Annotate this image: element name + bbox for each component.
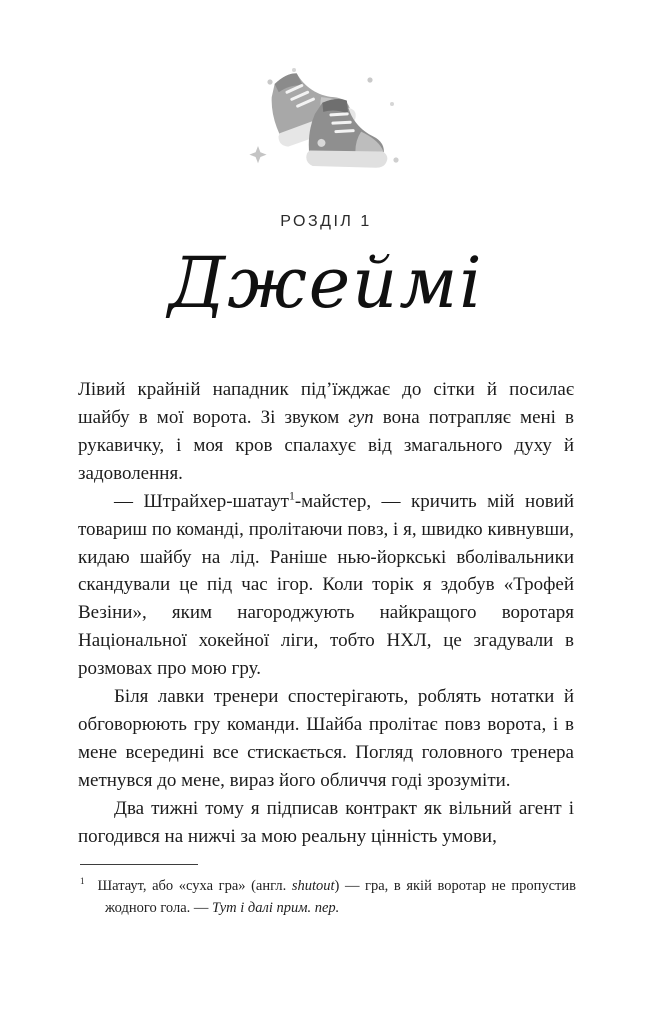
footnote-marker: 1 xyxy=(80,876,85,887)
footnote xyxy=(80,864,576,920)
body-text xyxy=(78,376,574,851)
chapter-title: Джеймі xyxy=(168,242,484,324)
paragraph-2: — Штрайхер-шатаут$^1$-майстер, — кричить мій новий товариш по команді, пролітаючи повз, і я, швидко кивнувши, кидаю шайбу на лід. Раніше нью-йоркські вболівальники скандували це під час ігор. Коли торік я здобув «Трофей Везіни», яким нагороджують найкращого воротаря Національної хокейної ліги, тобто НХЛ, це згадували в розмовах про мою гру. xyxy=(78,489,575,680)
footnote-rule xyxy=(80,864,198,865)
paragraph-4: Два тижні тому я підписав контракт як вільний агент і погодився на нижчі за мою реальну цінність умови, xyxy=(78,797,574,847)
footnote-text xyxy=(80,876,576,920)
chapter-label: РОЗДІЛ 1 xyxy=(280,213,372,230)
sneakers-icon xyxy=(236,62,416,184)
paragraph-1: Лівий крайній нападник під’їжджає до сітки й посилає шайбу в мої ворота. Зі звуком гуп вона потрапляє мені в рукавичку, і моя кров спалахує від змагального духу й задоволення. xyxy=(78,379,574,484)
sneakers-illustration xyxy=(0,0,652,189)
paragraph-3: Біля лавки тренери спостерігають, роблять нотатки й обговорюють гру команди. Шайба пролітає повз ворота, і в мене всередині все стискається. Погляд головного тренера метнувся до мене, вираз його обличчя годі зрозуміти. xyxy=(78,686,574,791)
footnote-body: Шатаут, або «суха гра» (англ. shutout) — гра, в якій воротар не пропустив жодного гола. — Тут і далі прим. пер. xyxy=(97,878,576,916)
